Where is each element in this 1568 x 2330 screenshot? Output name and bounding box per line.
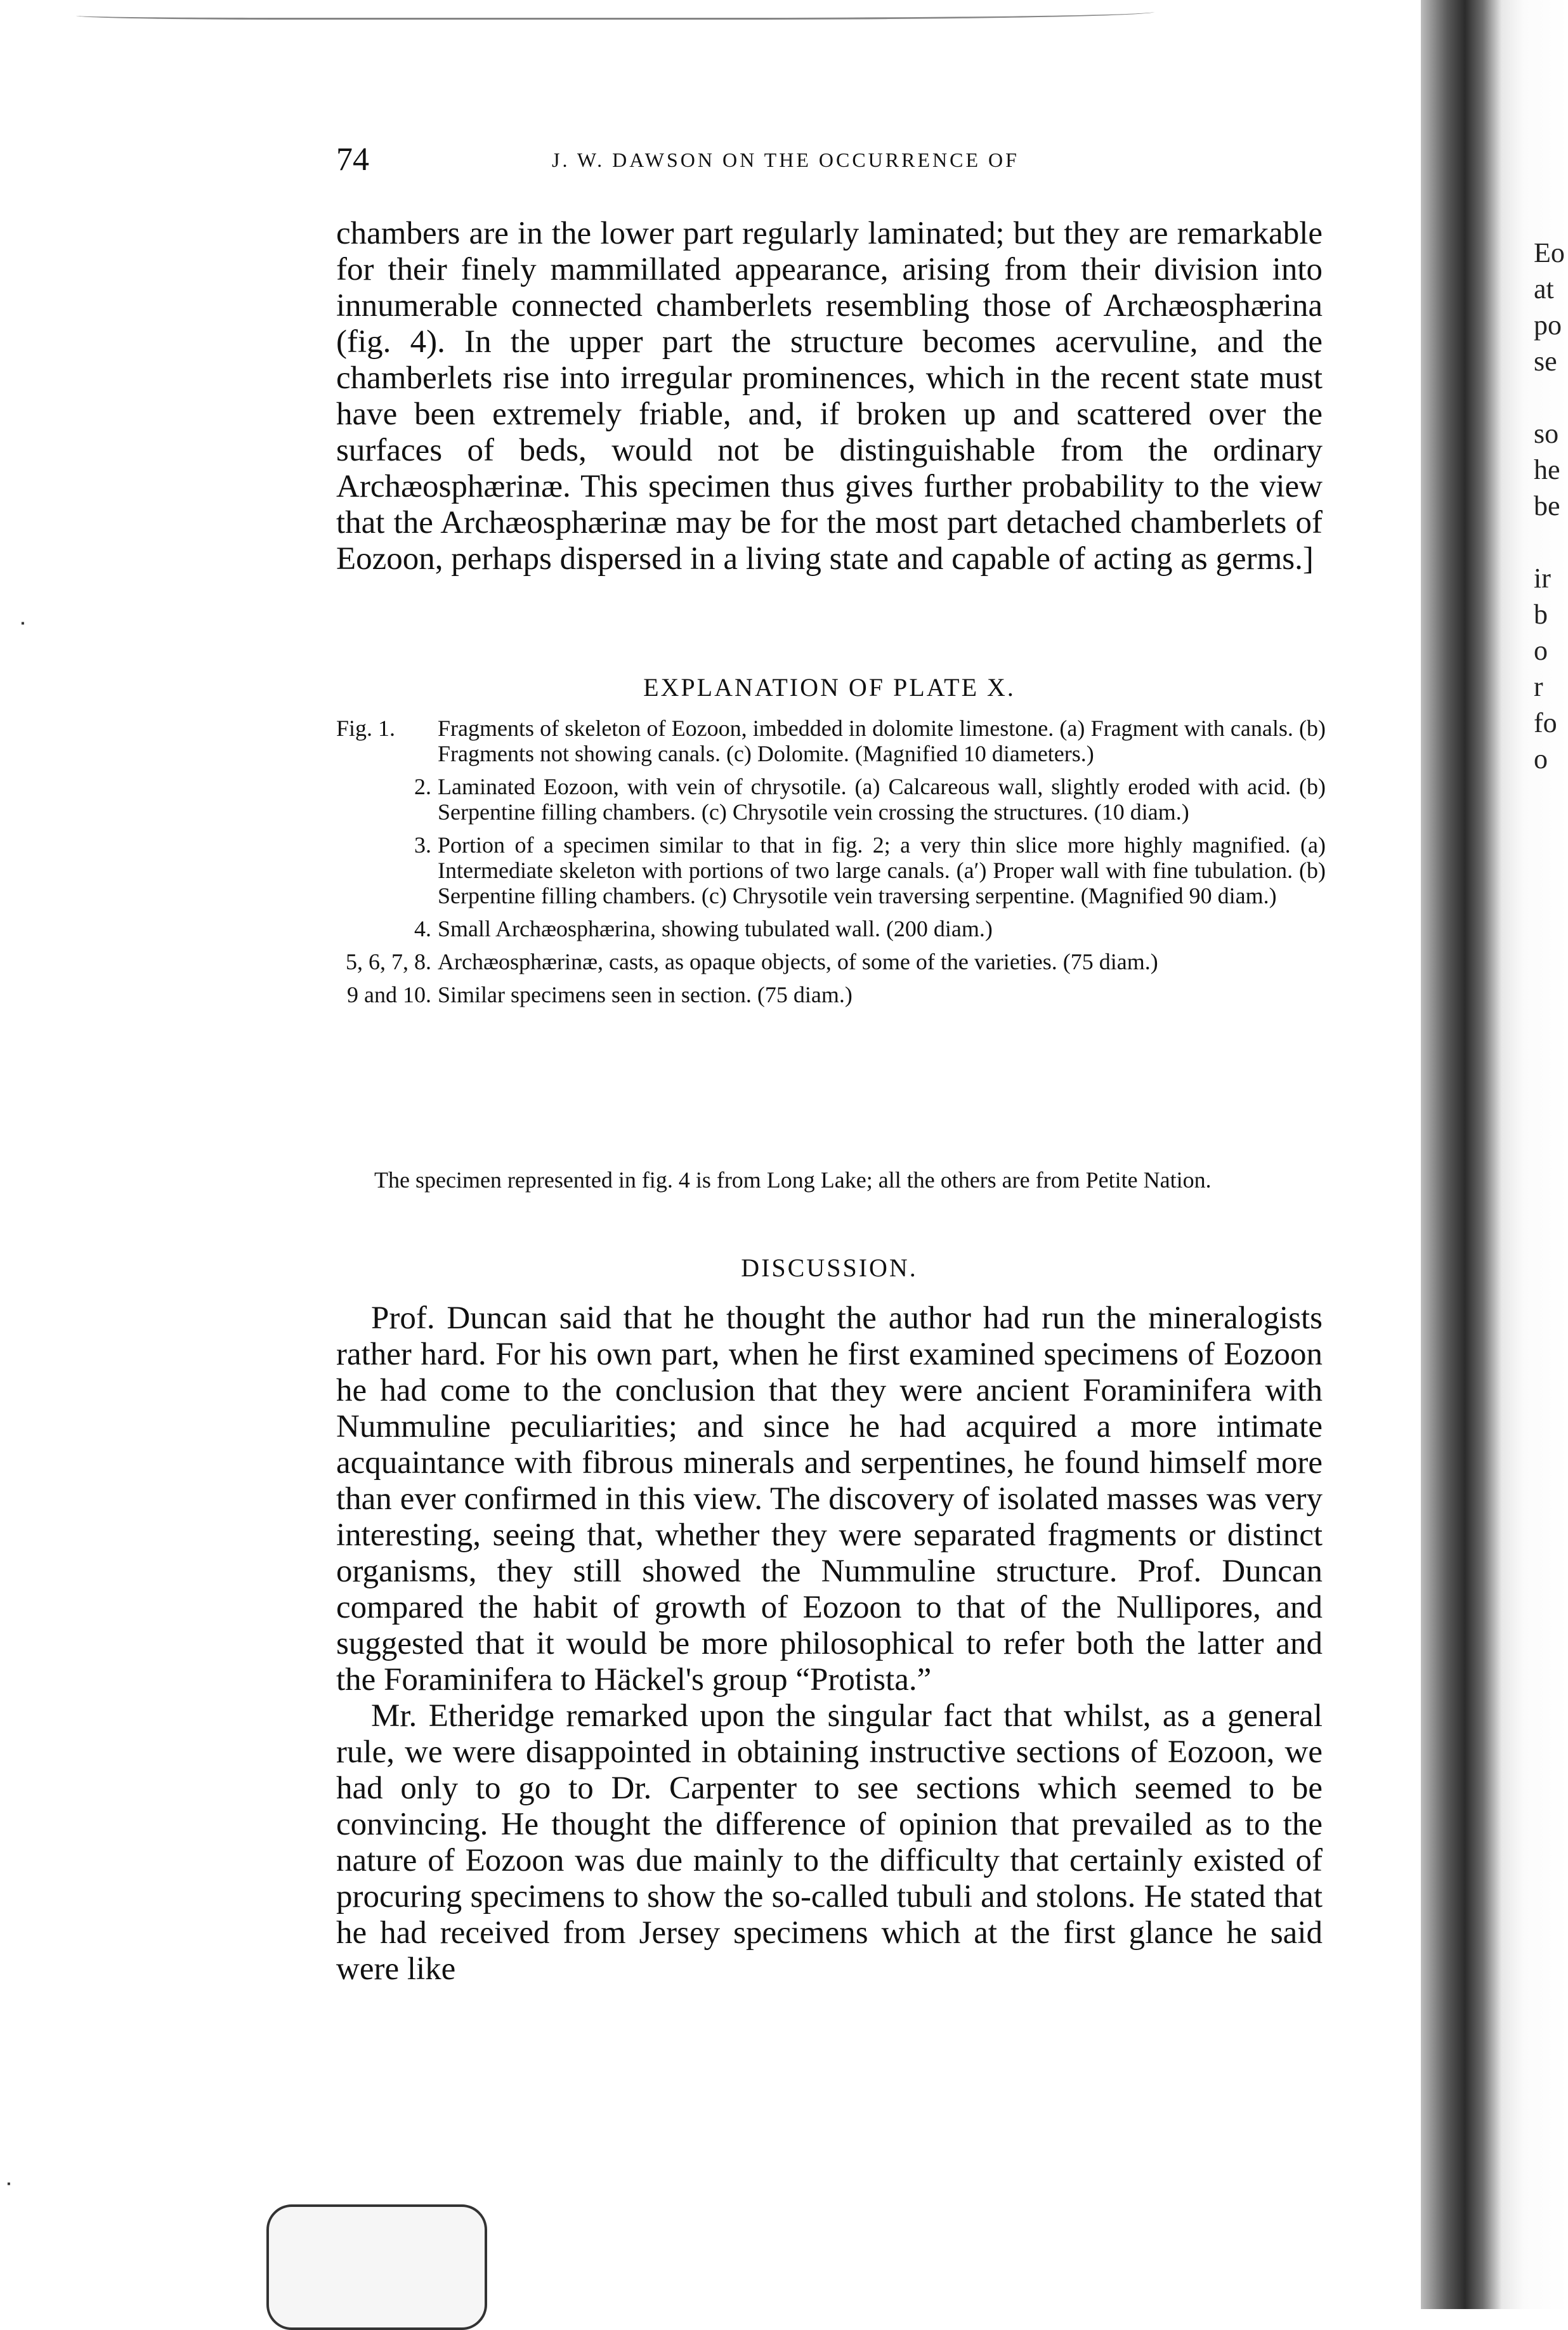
page-header	[336, 141, 1326, 179]
fragment-line	[1534, 524, 1568, 560]
figure-number: 2.	[414, 774, 431, 799]
figure-item	[336, 949, 1326, 974]
fragment-line	[1534, 379, 1568, 416]
figure-number: 5, 6, 7, 8.	[346, 949, 431, 974]
figure-number: 4.	[414, 916, 431, 941]
binding-clip	[266, 2204, 487, 2330]
fragment-line: r	[1534, 671, 1543, 702]
discussion-heading: DISCUSSION.	[741, 1253, 918, 1282]
figure-caption: Archæosphærinæ, casts, as opaque objects, of some of the varieties. (75 diam.)	[438, 949, 1158, 974]
page-number: 74	[336, 141, 369, 178]
specimen-source-note: The specimen represented in fig. 4 is from Long Lake; all the others are from Petite Nation.	[374, 1167, 1212, 1193]
figure-item	[336, 916, 1326, 941]
fragment-line: po	[1534, 310, 1562, 341]
figure-item	[336, 832, 1326, 908]
fragment-line: fo	[1534, 707, 1557, 738]
figure-number: 3.	[414, 832, 431, 858]
figure-caption: Portion of a specimen similar to that in fig. 2; a very thin slice more highly magnified. (a) Intermediate skeleton with portions of two large canals. (a′) Proper wall with fine tubulation. (b) Serpentine filling chambers. (c) Chrysotile vein traversing serpentine. (Magnified 90 diam.)	[438, 832, 1326, 908]
margin-speck: ᐧ	[5, 2170, 12, 2199]
fragment-line: se	[1534, 346, 1557, 377]
running-head: J. W. DAWSON ON THE OCCURRENCE OF	[552, 148, 1019, 171]
plate-heading: EXPLANATION OF PLATE X.	[643, 673, 1016, 702]
figure-item	[336, 982, 1326, 1007]
discussion-paragraph: Prof. Duncan said that he thought the author had run the mineralogists rather hard. For his own part, when he first examined specimens of Eozoon he had come to the conclusion that they were ancient Foraminifera with Nummuline peculiarities; and since he had acquired a more intimate acquaintance with fibrous minerals and serpentines, he found himself more than ever confirmed in this view. The discovery of isolated masses was very interesting, seeing that, whether they were separated fragments or distinct organisms, they still showed the Nummuline structure. Prof. Duncan compared the habit of growth of Eozoon to that of the Nullipores, and suggested that it would be more philosophical to refer both the latter and the Foraminifera to Häckel's group “Protista.”	[336, 1300, 1323, 1698]
fragment-line: o	[1534, 743, 1548, 775]
figure-item	[336, 774, 1326, 825]
fragment-line: b	[1534, 599, 1548, 630]
figure-item	[336, 716, 1326, 766]
discussion-body	[336, 1300, 1323, 1987]
fragment-line: he	[1534, 454, 1560, 485]
adjacent-page-fragments	[1534, 235, 1568, 777]
intro-text: chambers are in the lower part regularly laminated; but they are remarkable for their finely mammillated appearance, arising from their division into innumerable connected chamberlets resembling those of Archæosphærina (fig. 4). In the upper part the structure becomes acervuline, and the chamberlets rise into irregular prominences, which in the recent state must have been extremely friable, and, if broken up and scattered over the surfaces of beds, would not be distinguishable from the ordinary Archæosphærinæ. This specimen thus gives further probability to the view that the Archæosphærinæ may be for the most part detached chamberlets of Eozoon, perhaps dispersed in a living state and capable of acting as germs.]	[336, 216, 1323, 577]
top-edge-mark	[76, 0, 1154, 20]
figure-number: Fig. 1.	[336, 716, 396, 741]
fragment-line: o	[1534, 635, 1548, 666]
intro-paragraph	[336, 216, 1323, 577]
figure-caption: Small Archæosphærina, showing tubulated wall. (200 diam.)	[438, 916, 993, 941]
fragment-line: be	[1534, 490, 1560, 521]
fragment-line: ir	[1534, 563, 1551, 594]
fragment-line: at	[1534, 273, 1554, 304]
figure-caption: Similar specimens seen in section. (75 diam.)	[438, 982, 853, 1007]
figure-caption: Fragments of skeleton of Eozoon, imbedded in dolomite limestone. (a) Fragment with canals. (b) Fragments not showing canals. (c) Dolomite. (Magnified 10 diameters.)	[438, 716, 1326, 766]
margin-speck: ᐧ	[19, 610, 26, 638]
fragment-line: Eo	[1534, 237, 1565, 268]
figure-number: 9 and 10.	[347, 982, 431, 1007]
figure-list	[336, 716, 1326, 1015]
discussion-paragraph: Mr. Etheridge remarked upon the singular fact that whilst, as a general rule, we were disappointed in obtaining instructive sections of Eozoon, we had only to go to Dr. Carpenter to see sections which seemed to be convincing. He thought the difference of opinion that prevailed as to the nature of Eozoon was due mainly to the difficulty that certainly existed of procuring specimens to show the so-called tubuli and stolons. He stated that he had received from Jersey specimens which at the first glance he said were like	[336, 1698, 1323, 1987]
figure-caption: Laminated Eozoon, with vein of chrysotile. (a) Calcareous wall, slightly eroded with acid. (b) Serpentine filling chambers. (c) Chrysotile vein crossing the structures. (10 diam.)	[438, 774, 1326, 825]
fragment-line: so	[1534, 418, 1559, 449]
